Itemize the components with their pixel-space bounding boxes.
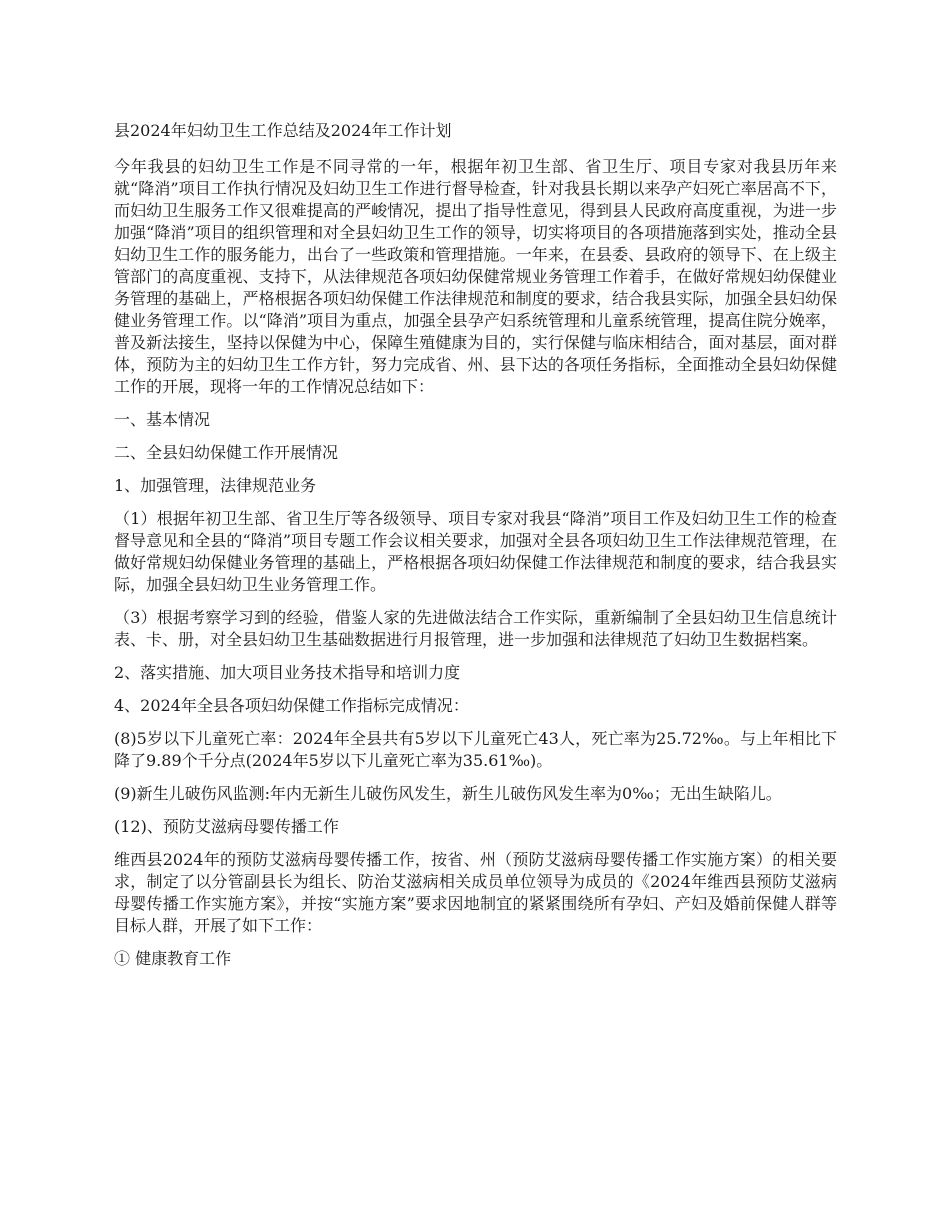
intro-paragraph: 今年我县的妇幼卫生工作是不同寻常的一年，根据年初卫生部、省卫生厅、项目专家对我县历年来就“降消”项目工作执行情况及妇幼卫生工作进行督导检查，针对我县长期以来孕产妇死亡率居高不下，而妇幼卫生服务工作又很难提高的严峻情况，提出了指导性意见，得到县人民政府高度重视，为进一步加强“降消”项目的组织管理和对全县妇幼卫生工作的领导，切实将项目的各项措施落到实处，推动全县妇幼卫生工作的服务能力，出台了一些政策和管理措施。一年来，在县委、县政府的领导下、在上级主管部门的高度重视、支持下，从法律规范各项妇幼保健常规业务管理工作着手，在做好常规妇幼保健业务管理的基础上，严格根据各项妇幼保健工作法律规范和制度的要求，结合我县实际，加强全县妇幼保健业务管理工作。以“降消”项目为重点，加强全县孕产妇系统管理和儿童系统管理，提高住院分娩率，普及新法接生，坚持以保健为中心，保障生殖健康为目的，实行保健与临床相结合，面对基层，面对群体，预防为主的妇幼卫生工作方针，努力完成省、州、县下达的各项任务指标，全面推动全县妇幼保健工作的开展，现将一年的工作情况总结如下：: [114, 157, 837, 396]
paragraph-item-9: (9)新生儿破伤风监测:年内无新生儿破伤风发生，新生儿破伤风发生率为0‰；无出生缺陷儿。: [114, 784, 782, 803]
paragraph-item-1: （1）根据年初卫生部、省卫生厅等各级领导、项目专家对我县“降消”项目工作及妇幼卫生工作的检查督导意见和全县的“降消”项目专题工作会议相关要求，加强对全县各项妇幼卫生工作法律规范管理，在做好常规妇幼保健业务管理的基础上，严格根据各项妇幼保健工作法律规范和制度的要求，结合我县实际，加强全县妇幼卫生业务管理工作。: [114, 509, 837, 594]
subsection-heading-management: 1、加强管理，法律规范业务: [114, 476, 317, 495]
section-heading-work-progress: 二、全县妇幼保健工作开展情况: [114, 443, 339, 462]
subsection-heading-indicators: 4、2024年全县各项妇幼保健工作指标完成情况：: [114, 696, 469, 715]
document-page: [114, 120, 837, 981]
paragraph-item-8: (8)5岁以下儿童死亡率：2024年全县共有5岁以下儿童死亡43人，死亡率为25.72‰。与上年相比下降了9.89个千分点(2024年5岁以下儿童死亡率为35.61‰)。: [114, 729, 837, 770]
subsection-heading-health-education: ① 健康教育工作: [114, 949, 232, 968]
section-heading-basic-situation: 一、基本情况: [114, 410, 211, 429]
paragraph-item-3: （3）根据考察学习到的经验，借鉴人家的先进做法结合工作实际，重新编制了全县妇幼卫生信息统计表、卡、册，对全县妇幼卫生基础数据进行月报管理，进一步加强和法律规范了妇幼卫生数据档案。: [114, 608, 837, 649]
document-title: 县2024年妇幼卫生工作总结及2024年工作计划: [114, 121, 452, 140]
subsection-heading-measures: 2、落实措施、加大项目业务技术指导和培训力度: [114, 663, 461, 682]
subsection-heading-aids-prevention: (12)、预防艾滋病母婴传播工作: [114, 817, 339, 836]
paragraph-aids-plan: 维西县2024年的预防艾滋病母婴传播工作，按省、州（预防艾滋病母婴传播工作实施方案）的相关要求，制定了以分管副县长为组长、防治艾滋病相关成员单位领导为成员的《2024年维西县预防艾滋病母婴传播工作实施方案》，并按“实施方案”要求因地制宜的紧紧围绕所有孕妇、产妇及婚前保健人群等目标人群，开展了如下工作：: [114, 850, 837, 935]
